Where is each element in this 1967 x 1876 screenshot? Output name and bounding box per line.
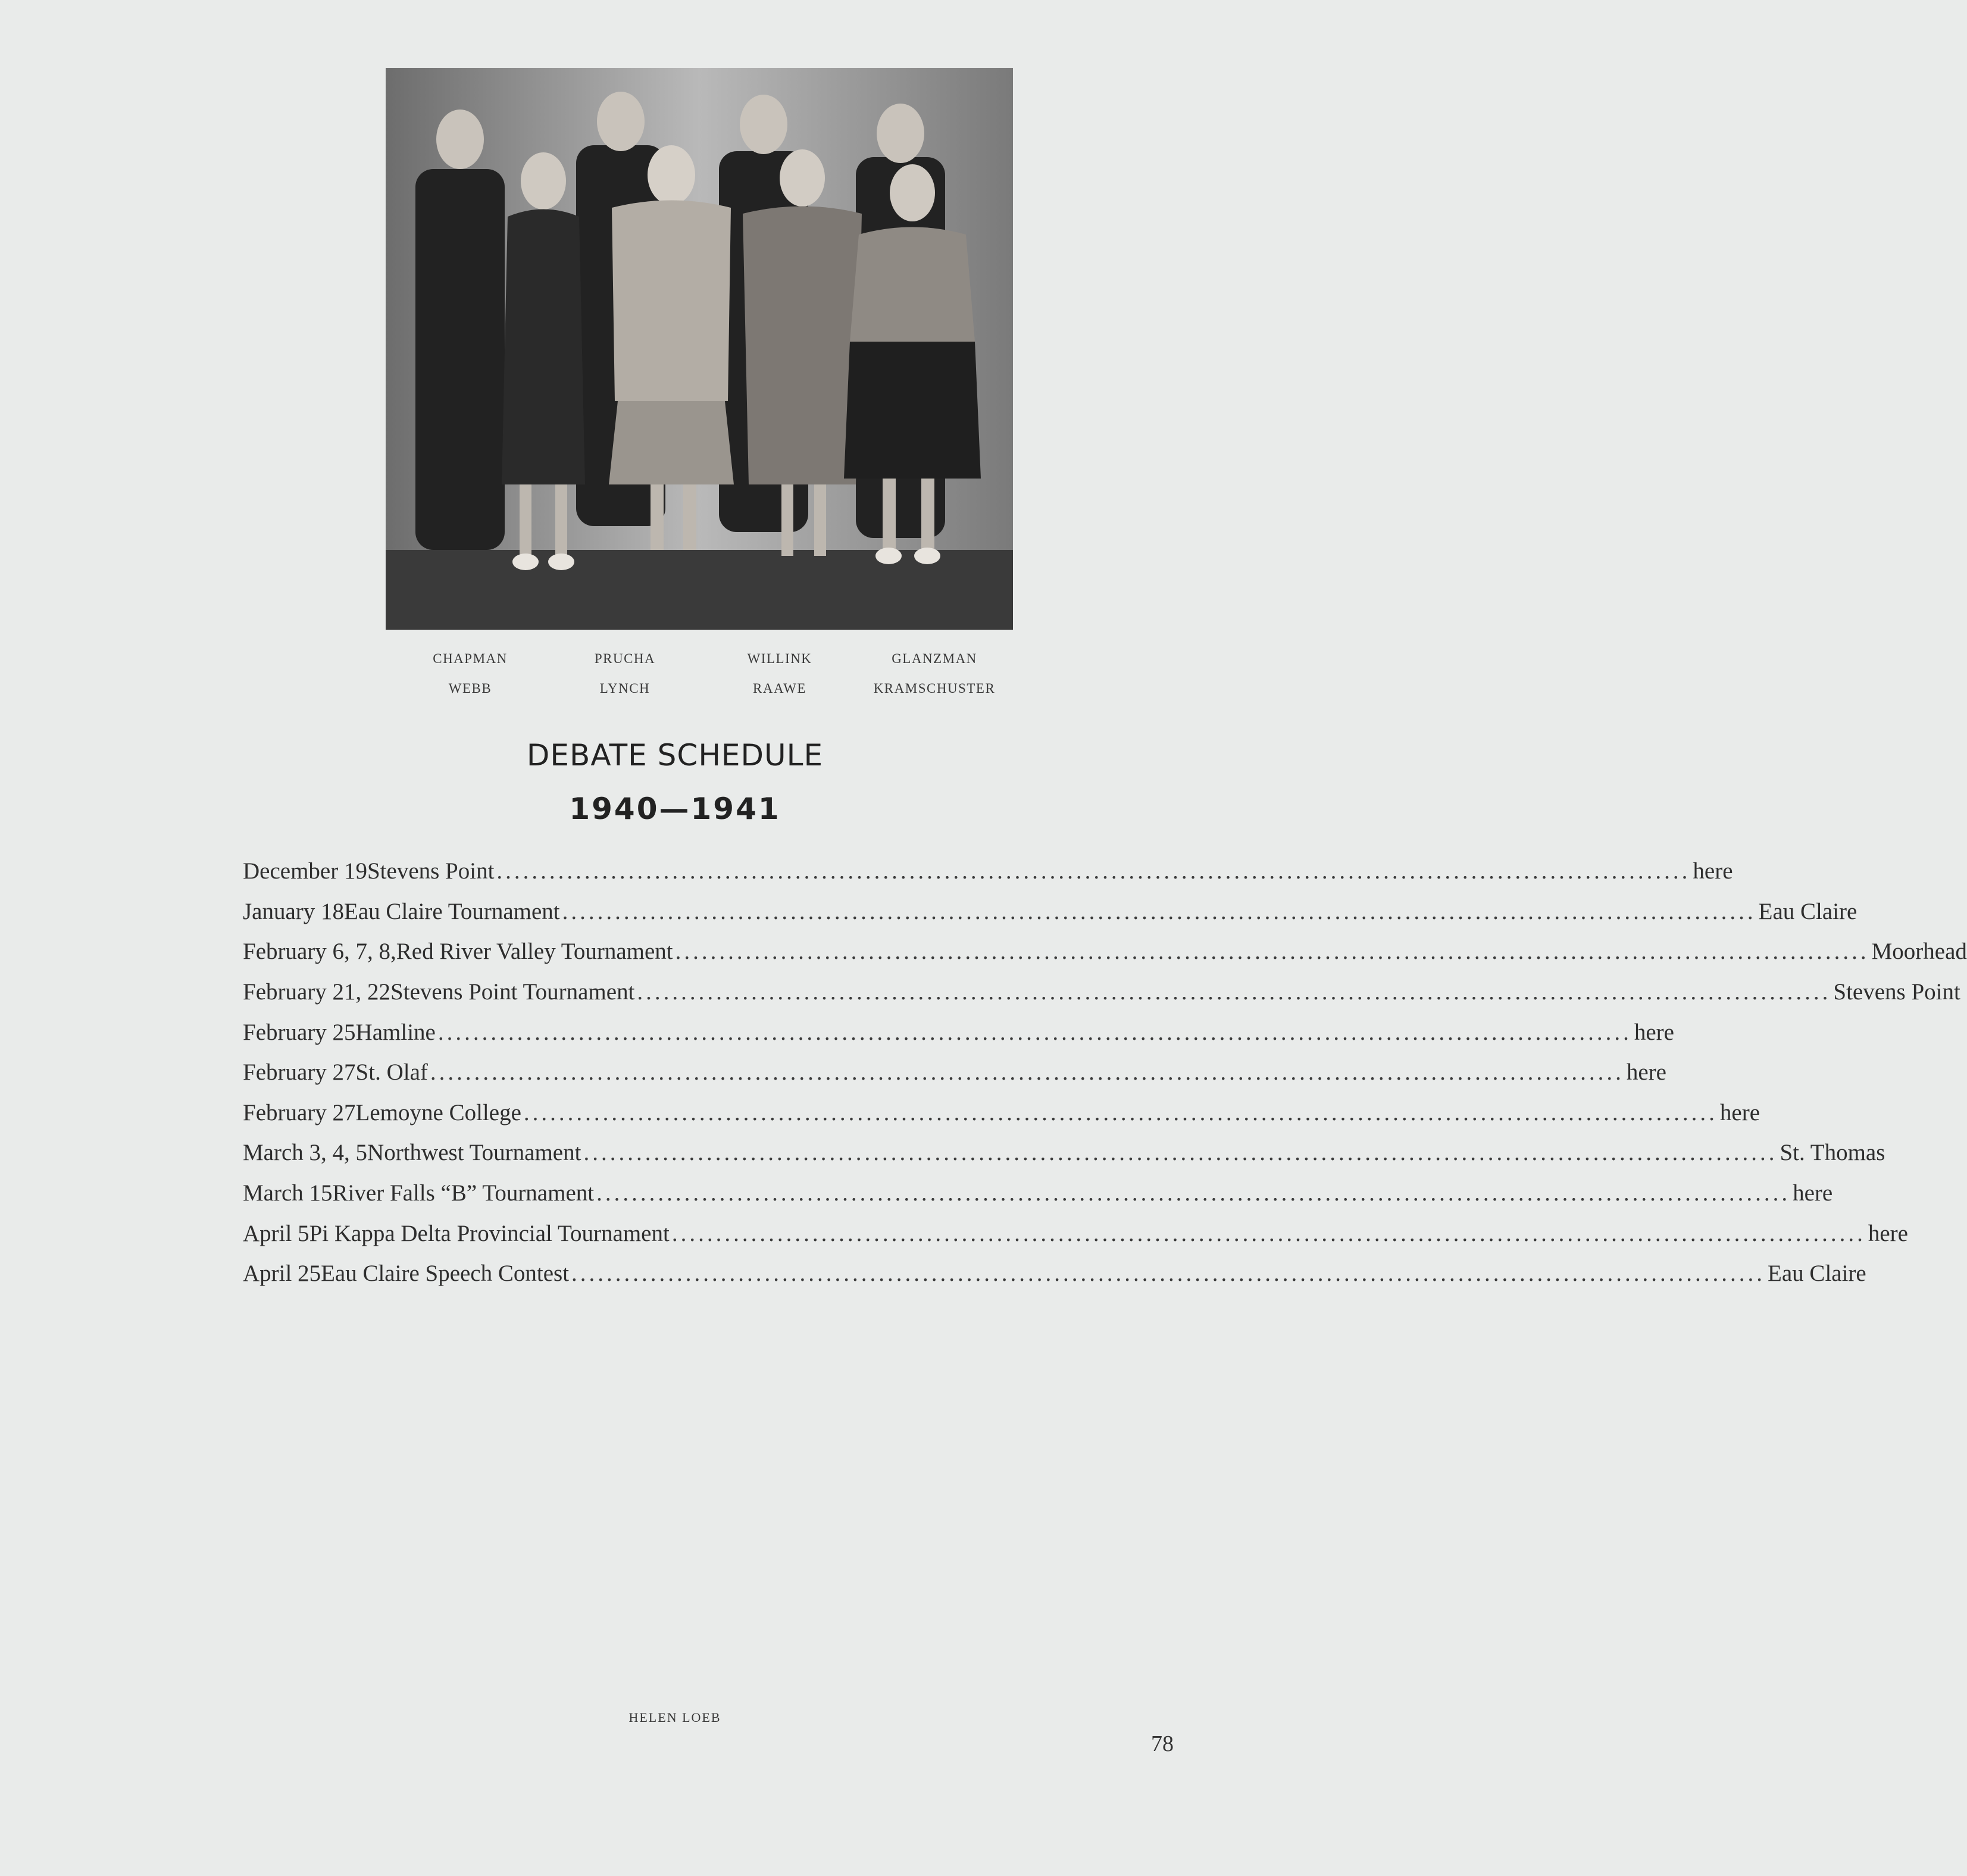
schedule-date: April 5 bbox=[243, 1220, 309, 1246]
caption-name: CHAPMAN bbox=[433, 651, 508, 666]
schedule-place: here bbox=[1868, 1220, 1908, 1246]
schedule-event: St. Olaf bbox=[355, 1059, 428, 1086]
dot-leader bbox=[596, 1180, 1790, 1206]
schedule-event: Stevens Point bbox=[367, 858, 495, 884]
schedule-date: February 27 bbox=[243, 1059, 356, 1086]
schedule-row bbox=[243, 1253, 1866, 1294]
dot-leader bbox=[583, 1139, 1777, 1166]
dot-leader bbox=[524, 1099, 1718, 1126]
schedule-row bbox=[243, 892, 1857, 932]
schedule-date: March 15 bbox=[243, 1180, 333, 1206]
dot-leader bbox=[672, 1220, 1866, 1247]
schedule-row bbox=[243, 1093, 1760, 1133]
schedule-place: Moorhead bbox=[1871, 939, 1967, 965]
schedule-place: here bbox=[1793, 1180, 1833, 1206]
schedule-event: River Falls “B” Tournament bbox=[332, 1180, 595, 1206]
schedule-date: December 19 bbox=[243, 858, 367, 884]
caption-name: WILLINK bbox=[747, 651, 812, 666]
schedule-row bbox=[243, 1173, 1833, 1214]
schedule-event: Lemoyne College bbox=[355, 1099, 521, 1125]
schedule-place: here bbox=[1693, 858, 1733, 884]
schedule-date: February 6, 7, 8, bbox=[243, 939, 396, 965]
photo-credit: HELEN LOEB bbox=[628, 1710, 721, 1725]
caption-name: WEBB bbox=[448, 681, 492, 696]
schedule-row bbox=[243, 1213, 1908, 1253]
schedule-date: February 25 bbox=[243, 1019, 356, 1045]
group-photo-icon bbox=[386, 68, 1013, 630]
schedule-event: Pi Kappa Delta Provincial Tournament bbox=[309, 1220, 670, 1246]
schedule-place: Eau Claire bbox=[1768, 1261, 1866, 1287]
group-photo bbox=[386, 68, 1013, 630]
schedule-place: Stevens Point bbox=[1833, 979, 1960, 1005]
dot-leader bbox=[430, 1059, 1624, 1086]
schedule-event: Stevens Point Tournament bbox=[390, 979, 635, 1005]
caption-name: LYNCH bbox=[599, 681, 651, 696]
dot-leader bbox=[496, 858, 1690, 884]
dot-leader bbox=[562, 898, 1756, 925]
schedule-place: here bbox=[1634, 1019, 1674, 1045]
caption-row-back bbox=[393, 644, 1012, 674]
page-number: 78 bbox=[1151, 1731, 1174, 1756]
page-title: DEBATE SCHEDULE bbox=[526, 738, 824, 773]
schedule-place: Eau Claire bbox=[1758, 898, 1857, 924]
caption-row-front bbox=[393, 674, 1012, 704]
dot-leader bbox=[438, 1019, 1632, 1046]
schedule-place: here bbox=[1626, 1059, 1666, 1086]
schedule-row bbox=[243, 931, 1967, 972]
schedule-date: February 21, 22 bbox=[243, 979, 391, 1005]
schedule-date: February 27 bbox=[243, 1099, 356, 1125]
schedule-row bbox=[243, 972, 1960, 1012]
schedule-event: Eau Claire Tournament bbox=[344, 898, 560, 924]
dot-leader bbox=[571, 1260, 1765, 1287]
schedule-row bbox=[243, 851, 1733, 892]
schedule-event: Eau Claire Speech Contest bbox=[321, 1261, 570, 1287]
debate-schedule bbox=[243, 851, 1967, 1294]
schedule-event: Red River Valley Tournament bbox=[396, 939, 673, 965]
schedule-date: March 3, 4, 5 bbox=[243, 1140, 368, 1166]
schedule-row bbox=[243, 1012, 1674, 1052]
schedule-event: Northwest Tournament bbox=[367, 1140, 581, 1166]
caption-name: GLANZMAN bbox=[892, 651, 977, 666]
schedule-place: St. Thomas bbox=[1780, 1140, 1885, 1166]
dot-leader bbox=[676, 938, 1869, 965]
dot-leader bbox=[637, 978, 1831, 1005]
caption-name: PRUCHA bbox=[594, 651, 656, 666]
schedule-event: Hamline bbox=[355, 1019, 436, 1045]
schedule-date: April 25 bbox=[243, 1261, 321, 1287]
caption-name: RAAWE bbox=[753, 681, 806, 696]
photo-captions bbox=[393, 644, 1012, 704]
caption-name: KRAMSCHUSTER bbox=[873, 681, 996, 696]
schedule-row bbox=[243, 1133, 1885, 1173]
schedule-place: here bbox=[1719, 1099, 1760, 1125]
schedule-date: January 18 bbox=[243, 898, 345, 924]
schedule-row bbox=[243, 1052, 1666, 1093]
season-years: 1940—1941 bbox=[569, 792, 781, 826]
